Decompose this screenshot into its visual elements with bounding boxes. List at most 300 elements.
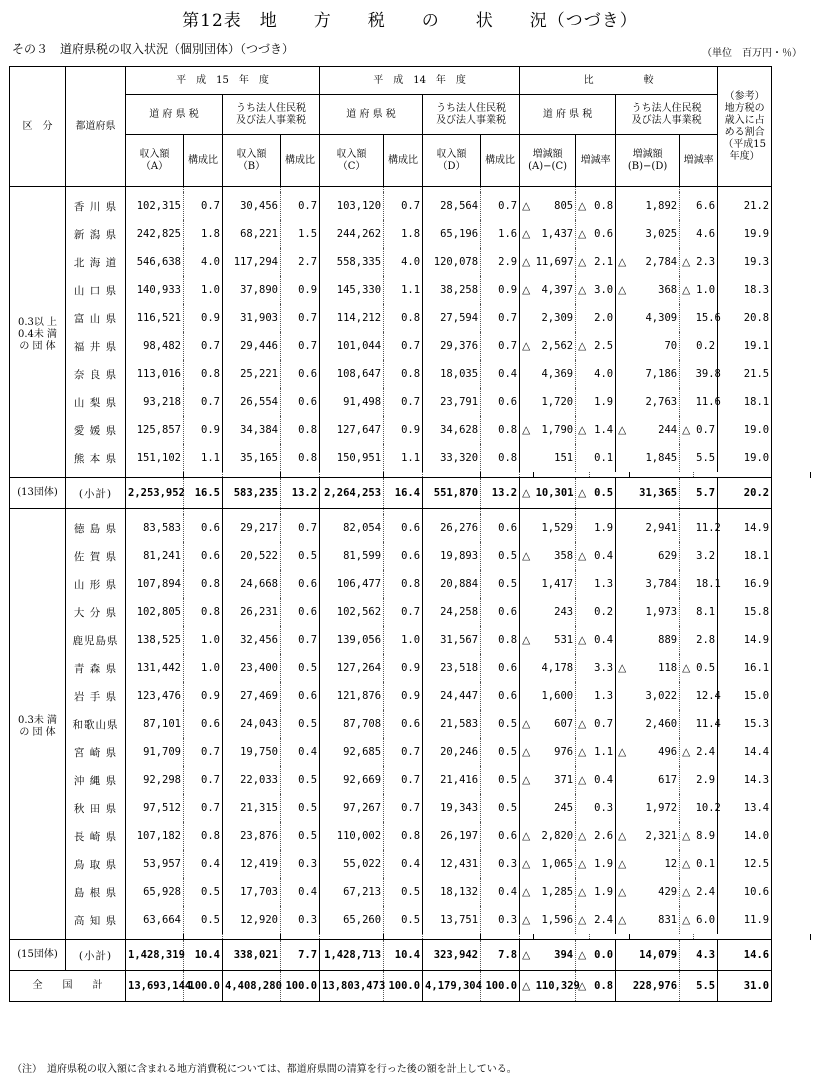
ratio-b-cell: 1.5 xyxy=(281,220,320,248)
ratio-c-cell: 4.0 xyxy=(384,248,423,276)
income-d-cell: 4,179,304 xyxy=(423,971,481,1002)
triangle-cell: △ xyxy=(576,332,590,360)
income-d-cell: 23,518 xyxy=(423,654,481,682)
rate-bd-cell: 8.9 xyxy=(696,830,716,842)
footnote: （注） 道府県税の収入額に含まれる地方消費税については、都道府県間の清算を行った後の額を計上している。 xyxy=(12,1064,517,1075)
ratio-a-cell: 0.9 xyxy=(184,416,223,444)
table-row xyxy=(10,248,811,276)
table-body xyxy=(10,187,811,1002)
income-a-cell: 102,805 xyxy=(126,598,184,626)
prefecture-name: 鳥 取 県 xyxy=(66,850,126,878)
diff-bd-cell: 1,972 xyxy=(645,802,678,814)
triangle-cell: △ xyxy=(520,220,534,248)
triangle-cell xyxy=(616,360,630,388)
diff-bd-cell: 2,763 xyxy=(645,396,678,408)
diff-ac-cell: 1,065 xyxy=(541,858,574,870)
prefecture-name: 香 川 県 xyxy=(66,192,126,220)
reference-cell: 19.0 xyxy=(718,416,772,444)
triangle-cell: △ xyxy=(520,192,534,220)
ratio-c-cell: 1.0 xyxy=(384,626,423,654)
diff-bd-cell: 429 xyxy=(658,886,678,898)
ratio-c-cell: 0.6 xyxy=(384,542,423,570)
income-a-cell: 87,101 xyxy=(126,710,184,738)
reference-cell: 19.1 xyxy=(718,332,772,360)
ratio-a-cell: 10.4 xyxy=(184,940,223,971)
header-diff-ac: 増減額 (A)−(C) xyxy=(520,135,576,187)
diff-bd-cell: 1,973 xyxy=(645,606,678,618)
table-row xyxy=(10,626,811,654)
unit-label: （単位 百万円・％） xyxy=(702,48,802,59)
table-row xyxy=(10,388,811,416)
ratio-a-cell: 1.1 xyxy=(184,444,223,472)
ratio-d-cell: 0.6 xyxy=(481,822,520,850)
ratio-c-cell: 0.7 xyxy=(384,598,423,626)
ratio-d-cell: 100.0 xyxy=(481,971,520,1002)
income-d-cell: 323,942 xyxy=(423,940,481,971)
income-d-cell: 28,564 xyxy=(423,192,481,220)
diff-ac-cell: 243 xyxy=(554,606,574,618)
triangle-cell: △ xyxy=(576,416,590,444)
table-row xyxy=(10,332,811,360)
rate-ac-cell: 0.3 xyxy=(594,802,614,814)
income-a-cell: 81,241 xyxy=(126,542,184,570)
triangle-cell xyxy=(616,542,630,570)
rate-bd-cell: 5.5 xyxy=(696,452,716,464)
header-dofuken-tax-15: 道 府 県 税 xyxy=(126,95,223,135)
triangle-cell xyxy=(680,570,694,598)
subtotal-row xyxy=(10,478,811,509)
triangle-cell xyxy=(680,304,694,332)
triangle-cell: △ xyxy=(680,654,694,682)
triangle-cell: △ xyxy=(576,192,590,220)
income-c-cell: 91,498 xyxy=(320,388,384,416)
triangle-cell xyxy=(680,971,694,1002)
subtotal-row xyxy=(10,940,811,971)
group-label: 0.3未 満 の 団 体 xyxy=(10,514,66,940)
triangle-cell xyxy=(576,794,590,822)
income-b-cell: 37,890 xyxy=(223,276,281,304)
income-c-cell: 139,056 xyxy=(320,626,384,654)
income-d-cell: 21,583 xyxy=(423,710,481,738)
diff-bd-cell: 2,460 xyxy=(645,718,678,730)
ratio-a-cell: 0.5 xyxy=(184,878,223,906)
triangle-cell xyxy=(520,514,534,542)
ratio-b-cell: 7.7 xyxy=(281,940,320,971)
reference-cell: 14.9 xyxy=(718,514,772,542)
triangle-cell: △ xyxy=(520,248,534,276)
ratio-b-cell: 0.6 xyxy=(281,682,320,710)
ratio-a-cell: 1.0 xyxy=(184,276,223,304)
prefecture-name: 熊 本 県 xyxy=(66,444,126,472)
ratio-c-cell: 1.8 xyxy=(384,220,423,248)
ratio-b-cell: 0.4 xyxy=(281,878,320,906)
rate-bd-cell: 12.4 xyxy=(695,690,721,702)
triangle-cell xyxy=(576,654,590,682)
ratio-d-cell: 0.6 xyxy=(481,682,520,710)
triangle-cell xyxy=(520,794,534,822)
ratio-b-cell: 0.6 xyxy=(281,598,320,626)
rate-bd-cell: 39.8 xyxy=(695,368,721,380)
income-d-cell: 12,431 xyxy=(423,850,481,878)
triangle-cell xyxy=(576,444,590,472)
income-a-cell: 151,102 xyxy=(126,444,184,472)
prefecture-name: 山 口 県 xyxy=(66,276,126,304)
income-d-cell: 26,276 xyxy=(423,514,481,542)
ratio-c-cell: 0.9 xyxy=(384,416,423,444)
income-b-cell: 17,703 xyxy=(223,878,281,906)
diff-ac-cell: 2,562 xyxy=(541,340,574,352)
subtotal-group-count: (13団体) xyxy=(10,478,66,509)
income-b-cell: 21,315 xyxy=(223,794,281,822)
prefecture-name: 富 山 県 xyxy=(66,304,126,332)
triangle-cell: △ xyxy=(576,878,590,906)
ratio-c-cell: 0.6 xyxy=(384,514,423,542)
rate-bd-cell: 2.8 xyxy=(696,634,716,646)
triangle-cell: △ xyxy=(680,416,694,444)
income-a-cell: 125,857 xyxy=(126,416,184,444)
reference-cell: 19.3 xyxy=(718,248,772,276)
diff-ac-cell: 1,417 xyxy=(541,578,574,590)
reference-cell: 12.5 xyxy=(718,850,772,878)
triangle-cell xyxy=(576,682,590,710)
ratio-d-cell: 1.6 xyxy=(481,220,520,248)
income-a-cell: 546,638 xyxy=(126,248,184,276)
diff-ac-cell: 1,285 xyxy=(541,886,574,898)
ratio-b-cell: 0.8 xyxy=(281,444,320,472)
ratio-b-cell: 0.6 xyxy=(281,570,320,598)
table-row xyxy=(10,878,811,906)
triangle-cell: △ xyxy=(680,248,694,276)
ratio-c-cell: 0.7 xyxy=(384,738,423,766)
income-b-cell: 12,419 xyxy=(223,850,281,878)
triangle-cell xyxy=(680,388,694,416)
triangle-cell xyxy=(616,514,630,542)
total-label: 全 国 計 xyxy=(10,971,126,1002)
diff-bd-cell: 629 xyxy=(658,550,678,562)
diff-bd-cell: 2,784 xyxy=(645,256,678,268)
subtotal-group-count: (15団体) xyxy=(10,940,66,971)
triangle-cell xyxy=(616,682,630,710)
rate-ac-cell: 1.9 xyxy=(594,396,614,408)
income-c-cell: 13,803,473 xyxy=(320,971,384,1002)
triangle-cell xyxy=(576,360,590,388)
ratio-c-cell: 1.1 xyxy=(384,444,423,472)
ratio-d-cell: 0.9 xyxy=(481,276,520,304)
triangle-cell xyxy=(616,220,630,248)
triangle-cell xyxy=(520,682,534,710)
triangle-cell: △ xyxy=(576,906,590,934)
income-a-cell: 1,428,319 xyxy=(126,940,184,971)
triangle-cell: △ xyxy=(616,276,630,304)
table-row xyxy=(10,542,811,570)
income-d-cell: 19,343 xyxy=(423,794,481,822)
ratio-b-cell: 0.3 xyxy=(281,850,320,878)
triangle-cell: △ xyxy=(520,850,534,878)
ratio-d-cell: 0.4 xyxy=(481,360,520,388)
triangle-cell xyxy=(520,598,534,626)
ratio-c-cell: 100.0 xyxy=(384,971,423,1002)
ratio-d-cell: 0.6 xyxy=(481,654,520,682)
income-c-cell: 127,264 xyxy=(320,654,384,682)
diff-ac-cell: 4,369 xyxy=(541,368,574,380)
spacer-cell xyxy=(772,934,811,940)
income-c-cell: 102,562 xyxy=(320,598,384,626)
triangle-cell: △ xyxy=(576,738,590,766)
income-c-cell: 87,708 xyxy=(320,710,384,738)
rate-bd-cell: 4.3 xyxy=(694,940,718,971)
ratio-a-cell: 1.0 xyxy=(184,626,223,654)
rate-ac-cell: 1.1 xyxy=(594,746,614,758)
rate-bd-cell: 0.1 xyxy=(696,858,716,870)
prefecture-name: 高 知 県 xyxy=(66,906,126,934)
reference-cell: 11.9 xyxy=(718,906,772,934)
prefecture-name: 鹿児島県 xyxy=(66,626,126,654)
rate-ac-cell: 2.6 xyxy=(594,830,614,842)
triangle-cell: △ xyxy=(616,248,630,276)
rate-ac-cell: 0.1 xyxy=(594,452,614,464)
income-a-cell: 65,928 xyxy=(126,878,184,906)
diff-bd-cell: 14,079 xyxy=(630,940,680,971)
reference-cell: 15.3 xyxy=(718,710,772,738)
ratio-d-cell: 0.5 xyxy=(481,570,520,598)
diff-ac-cell: 4,397 xyxy=(541,284,574,296)
rate-bd-cell: 18.1 xyxy=(695,578,721,590)
reference-cell: 14.9 xyxy=(718,626,772,654)
income-c-cell: 114,212 xyxy=(320,304,384,332)
rate-ac-cell: 1.9 xyxy=(594,858,614,870)
spacer-cell xyxy=(772,472,811,478)
income-d-cell: 24,258 xyxy=(423,598,481,626)
prefecture-name: 福 井 県 xyxy=(66,332,126,360)
header-corp-tax-14: うち法人住民税 及び法人事業税 xyxy=(423,95,520,135)
triangle-cell xyxy=(680,940,694,971)
reference-cell: 19.0 xyxy=(718,444,772,472)
triangle-cell xyxy=(616,794,630,822)
income-b-cell: 68,221 xyxy=(223,220,281,248)
ratio-d-cell: 7.8 xyxy=(481,940,520,971)
ratio-d-cell: 0.7 xyxy=(481,304,520,332)
diff-bd-cell: 3,025 xyxy=(645,228,678,240)
triangle-cell: △ xyxy=(520,766,534,794)
ratio-b-cell: 0.7 xyxy=(281,304,320,332)
triangle-cell: △ xyxy=(576,850,590,878)
triangle-cell xyxy=(616,710,630,738)
ratio-d-cell: 0.7 xyxy=(481,192,520,220)
income-b-cell: 26,554 xyxy=(223,388,281,416)
triangle-cell xyxy=(680,626,694,654)
income-c-cell: 150,951 xyxy=(320,444,384,472)
diff-bd-cell: 3,784 xyxy=(645,578,678,590)
subtotal-label: (小計) xyxy=(66,940,126,971)
ratio-b-cell: 0.5 xyxy=(281,766,320,794)
income-c-cell: 65,260 xyxy=(320,906,384,934)
total-row xyxy=(10,971,811,1002)
prefecture-name: 山 梨 県 xyxy=(66,388,126,416)
triangle-cell: △ xyxy=(616,738,630,766)
diff-ac-cell: 2,820 xyxy=(541,830,574,842)
ratio-a-cell: 0.7 xyxy=(184,332,223,360)
diff-ac-cell: 1,720 xyxy=(541,396,574,408)
rate-bd-cell: 6.0 xyxy=(696,914,716,926)
ratio-a-cell: 0.7 xyxy=(184,388,223,416)
triangle-cell xyxy=(680,444,694,472)
ratio-c-cell: 0.8 xyxy=(384,304,423,332)
income-b-cell: 25,221 xyxy=(223,360,281,388)
income-c-cell: 92,685 xyxy=(320,738,384,766)
triangle-cell xyxy=(576,514,590,542)
triangle-cell xyxy=(520,304,534,332)
triangle-cell xyxy=(680,794,694,822)
income-a-cell: 102,315 xyxy=(126,192,184,220)
header-kubun: 区 分 xyxy=(10,67,66,187)
diff-bd-cell: 889 xyxy=(658,634,678,646)
income-d-cell: 120,078 xyxy=(423,248,481,276)
diff-ac-cell: 1,600 xyxy=(541,690,574,702)
diff-ac-cell: 10,301 xyxy=(534,478,576,509)
header-h15: 平 成 15 年 度 xyxy=(126,67,320,95)
rate-bd-cell: 5.7 xyxy=(694,478,718,509)
diff-bd-cell: 617 xyxy=(658,774,678,786)
income-b-cell: 31,903 xyxy=(223,304,281,332)
rate-ac-cell: 0.0 xyxy=(590,940,616,971)
ratio-b-cell: 0.5 xyxy=(281,542,320,570)
diff-ac-cell: 1,437 xyxy=(541,228,574,240)
income-b-cell: 29,446 xyxy=(223,332,281,360)
income-d-cell: 20,884 xyxy=(423,570,481,598)
triangle-cell: △ xyxy=(576,766,590,794)
income-a-cell: 242,825 xyxy=(126,220,184,248)
ratio-d-cell: 0.5 xyxy=(481,738,520,766)
ratio-b-cell: 13.2 xyxy=(281,478,320,509)
ratio-d-cell: 0.6 xyxy=(481,514,520,542)
ratio-b-cell: 0.7 xyxy=(281,192,320,220)
ratio-b-cell: 0.6 xyxy=(281,360,320,388)
ratio-a-cell: 0.7 xyxy=(184,192,223,220)
header-income-b: 収入額 （B） xyxy=(223,135,281,187)
reference-cell: 21.5 xyxy=(718,360,772,388)
diff-bd-cell: 7,186 xyxy=(645,368,678,380)
diff-ac-cell: 1,596 xyxy=(541,914,574,926)
rate-ac-cell: 1.9 xyxy=(594,522,614,534)
income-b-cell: 29,217 xyxy=(223,514,281,542)
ratio-a-cell: 0.8 xyxy=(184,822,223,850)
ratio-a-cell: 16.5 xyxy=(184,478,223,509)
income-a-cell: 53,957 xyxy=(126,850,184,878)
reference-cell: 15.0 xyxy=(718,682,772,710)
rate-ac-cell: 0.5 xyxy=(590,478,616,509)
income-d-cell: 19,893 xyxy=(423,542,481,570)
triangle-cell: △ xyxy=(680,276,694,304)
triangle-cell: △ xyxy=(520,332,534,360)
header-ratio: 構成比 xyxy=(281,135,320,187)
ratio-b-cell: 100.0 xyxy=(281,971,320,1002)
table-row xyxy=(10,738,811,766)
triangle-cell xyxy=(680,478,694,509)
triangle-cell xyxy=(520,570,534,598)
income-a-cell: 113,016 xyxy=(126,360,184,388)
reference-cell: 10.6 xyxy=(718,878,772,906)
income-b-cell: 26,231 xyxy=(223,598,281,626)
table-row xyxy=(10,192,811,220)
prefecture-name: 秋 田 県 xyxy=(66,794,126,822)
diff-ac-cell: 1,529 xyxy=(541,522,574,534)
header-income-c: 収入額 （C） xyxy=(320,135,384,187)
diff-bd-cell: 4,309 xyxy=(645,312,678,324)
ratio-c-cell: 0.9 xyxy=(384,654,423,682)
ratio-c-cell: 0.9 xyxy=(384,682,423,710)
reference-cell: 13.4 xyxy=(718,794,772,822)
ratio-a-cell: 0.5 xyxy=(184,906,223,934)
income-b-cell: 338,021 xyxy=(223,940,281,971)
rate-ac-cell: 3.3 xyxy=(594,662,614,674)
triangle-cell xyxy=(616,626,630,654)
income-a-cell: 97,512 xyxy=(126,794,184,822)
triangle-cell: △ xyxy=(616,906,630,934)
income-d-cell: 29,376 xyxy=(423,332,481,360)
prefecture-name: 奈 良 県 xyxy=(66,360,126,388)
income-a-cell: 123,476 xyxy=(126,682,184,710)
income-a-cell: 107,182 xyxy=(126,822,184,850)
income-a-cell: 2,253,952 xyxy=(126,478,184,509)
reference-cell: 18.3 xyxy=(718,276,772,304)
income-c-cell: 106,477 xyxy=(320,570,384,598)
triangle-cell xyxy=(680,682,694,710)
reference-cell: 14.6 xyxy=(718,940,772,971)
ratio-a-cell: 0.6 xyxy=(184,514,223,542)
triangle-cell: △ xyxy=(576,478,590,509)
ratio-d-cell: 0.5 xyxy=(481,542,520,570)
reference-cell: 18.1 xyxy=(718,388,772,416)
diff-ac-cell: 805 xyxy=(554,200,574,212)
rate-bd-cell: 6.6 xyxy=(696,200,716,212)
income-c-cell: 244,262 xyxy=(320,220,384,248)
ratio-a-cell: 1.0 xyxy=(184,654,223,682)
triangle-cell xyxy=(576,388,590,416)
income-c-cell: 92,669 xyxy=(320,766,384,794)
group-label: 0.3以 上 0.4未 満 の 団 体 xyxy=(10,192,66,478)
ratio-a-cell: 0.8 xyxy=(184,598,223,626)
ratio-b-cell: 0.5 xyxy=(281,710,320,738)
triangle-cell xyxy=(680,710,694,738)
ratio-d-cell: 0.7 xyxy=(481,332,520,360)
ratio-c-cell: 0.6 xyxy=(384,710,423,738)
header-compare: 比 較 xyxy=(520,67,718,95)
prefecture-name: 佐 賀 県 xyxy=(66,542,126,570)
income-c-cell: 101,044 xyxy=(320,332,384,360)
income-b-cell: 30,456 xyxy=(223,192,281,220)
ratio-d-cell: 0.4 xyxy=(481,878,520,906)
diff-ac-cell: 245 xyxy=(554,802,574,814)
income-b-cell: 4,408,280 xyxy=(223,971,281,1002)
header-dofuken-tax-cmp: 道 府 県 税 xyxy=(520,95,616,135)
table-row xyxy=(10,766,811,794)
income-b-cell: 34,384 xyxy=(223,416,281,444)
header-reference: （参考） 地方税の 歳入に占 める割合 （平成15 年度） xyxy=(718,67,772,187)
income-c-cell: 2,264,253 xyxy=(320,478,384,509)
page-title: 第12表 地 方 税 の 状 況（つづき） xyxy=(182,11,638,31)
prefecture-name: 宮 崎 県 xyxy=(66,738,126,766)
triangle-cell: △ xyxy=(576,542,590,570)
income-c-cell: 1,428,713 xyxy=(320,940,384,971)
rate-ac-cell: 0.7 xyxy=(594,718,614,730)
diff-bd-cell: 2,941 xyxy=(645,522,678,534)
ratio-a-cell: 0.7 xyxy=(184,766,223,794)
rate-ac-cell: 0.8 xyxy=(594,200,614,212)
income-b-cell: 23,876 xyxy=(223,822,281,850)
income-d-cell: 34,628 xyxy=(423,416,481,444)
triangle-cell xyxy=(616,192,630,220)
diff-ac-cell: 1,790 xyxy=(541,424,574,436)
